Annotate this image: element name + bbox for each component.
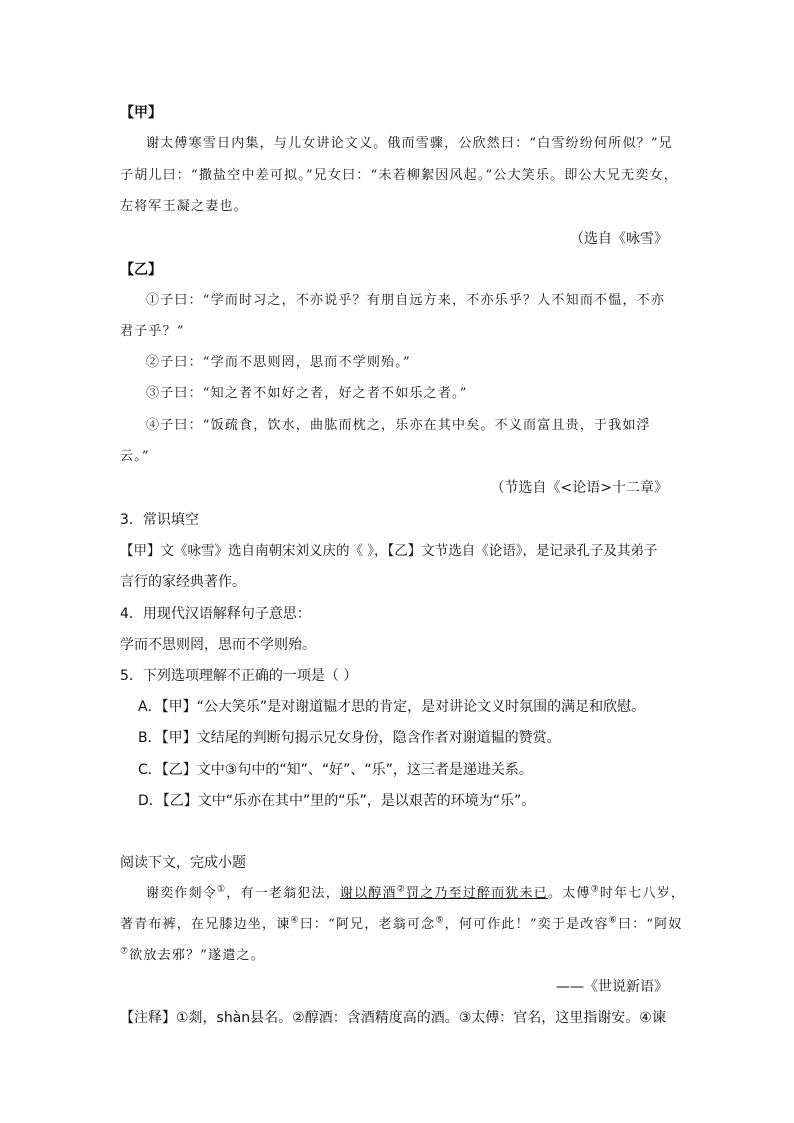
question-3-text-2: 言行的家经典著作。 (120, 574, 246, 590)
yi-sentence-2: ②子曰：“学而不思则罔，思而不学则殆。” (146, 355, 411, 370)
yi-source: （节选自《<论语>十二章》 (490, 480, 668, 496)
reading-line-1: 谢奕作剡令①，有一老翁犯法，谢以醇酒②罚之乃至过醉而犹未已。太傅③时年七八岁， (146, 884, 686, 901)
underlined-phrase: 谢以醇酒②罚之乃至过醉而犹未已 (339, 884, 549, 901)
reading-source: ——《世说新语》 (556, 979, 668, 995)
yi-sentence-4b: 云。” (120, 449, 150, 464)
section-label-jia: 【甲】 (120, 105, 162, 121)
reading-line-3: ⑦欲放去邪？”遂遣之。 (120, 946, 265, 963)
option-b: B．【甲】文结尾的判断句揭示兄女身份，隐含作者对谢道韫的赞赏。 (138, 730, 561, 746)
yi-sentence-1b: 君子乎？” (120, 324, 185, 339)
reading-notes: 【注释】①剡，shàn县名。②醇酒：含酒精度高的酒。③太傅：官名，这里指谢安。④谏 (120, 1010, 666, 1026)
jia-line-2: 子胡儿曰：“撒盐空中差可拟。”兄女曰：“未若柳絮因风起。”公大笑乐。即公大兄无奕女， (120, 168, 678, 183)
jia-source: （选自《咏雪》 (570, 231, 668, 247)
option-c: C．【乙】文中③句中的“知”、“好”、“乐”，这三者是递进关系。 (138, 762, 533, 778)
section-label-yi: 【乙】 (120, 262, 162, 278)
yi-sentence-4a: ④子曰：“饭疏食，饮水，曲肱而枕之，乐亦在其中矣。不义而富且贵，于我如浮 (146, 418, 651, 433)
reading-line-2: 著青布裤，在兄膝边坐，谏④曰：“阿兄，老翁可念⑤，何可作此！”奕于是改容⑥曰：“阿奴 (120, 915, 683, 932)
question-4-text: 学而不思则罔，思而不学则殆。 (120, 637, 316, 653)
question-5-title: 5．下列选项理解不正确的一项是（ ） (120, 668, 358, 684)
yi-sentence-3: ③子曰：“知之者不如好之者，好之者不如乐之者。” (146, 386, 468, 401)
question-4-title: 4．用现代汉语解释句子意思： (120, 606, 311, 622)
question-3-text: 【甲】文《咏雪》选自南朝宋刘义庆的《 》，【乙】文节选自《论语》，是记录孔子及其弟子 (120, 543, 658, 559)
jia-line-3: 左将军王凝之妻也。 (120, 199, 248, 214)
yi-sentence-1a: ①子曰：“学而时习之，不亦说乎？有朋自远方来，不亦乐乎？人不知而不愠，不亦 (146, 293, 666, 308)
reading-intro: 阅读下文，完成小题 (120, 855, 246, 871)
jia-line-1: 谢太傅寒雪日内集，与儿女讲论文义。俄而雪骤，公欣然曰：“白雪纷纷何所似？”兄 (146, 136, 673, 151)
option-a: A．【甲】“公大笑乐”是对谢道韫才思的肯定，是对讲论文义时氛围的满足和欣慰。 (138, 699, 646, 715)
question-3-title: 3．常识填空 (120, 512, 199, 528)
option-d: D．【乙】文中“乐亦在其中”里的“乐”，是以艰苦的环境为“乐”。 (138, 793, 536, 809)
